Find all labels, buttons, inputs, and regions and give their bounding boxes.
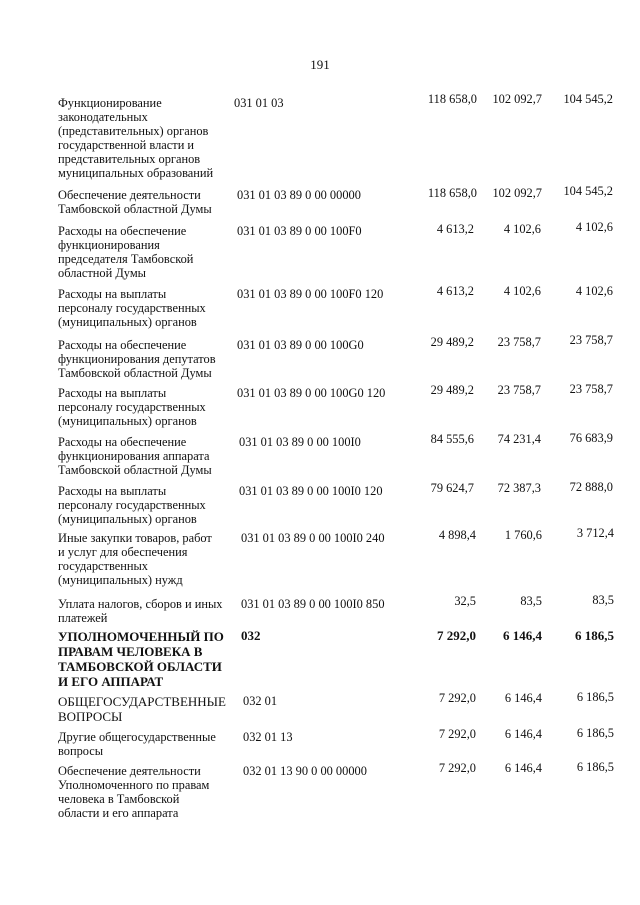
row-value-2: 72 387,3 bbox=[497, 481, 541, 495]
row-value-3: 76 683,9 bbox=[569, 431, 613, 445]
row-value-3: 3 712,4 bbox=[576, 526, 614, 540]
row-value-1: 4 613,2 bbox=[436, 284, 474, 298]
row-value-1: 4 898,4 bbox=[438, 528, 476, 542]
row-value-1: 84 555,6 bbox=[430, 432, 474, 446]
row-value-2: 4 102,6 bbox=[503, 284, 541, 298]
row-value-1: 7 292,0 bbox=[438, 691, 476, 705]
row-value-3: 6 186,5 bbox=[576, 726, 614, 740]
row-code: 032 01 bbox=[243, 694, 278, 708]
row-name: Расходы на выплаты персоналу государственных (муниципальных) органов bbox=[58, 484, 206, 526]
row-value-1: 118 658,0 bbox=[427, 186, 477, 200]
row-code: 031 01 03 89 0 00 100I0 850 bbox=[241, 597, 385, 611]
row-code: 031 01 03 89 0 00 100G0 120 bbox=[237, 386, 386, 400]
row-code: 032 01 13 90 0 00 00000 bbox=[243, 764, 367, 778]
row-name: Расходы на выплаты персоналу государственных (муниципальных) органов bbox=[58, 386, 206, 428]
row-value-2: 102 092,7 bbox=[492, 186, 542, 200]
row-name: Обеспечение деятельности Уполномоченного по правам человека в Тамбовской области и его аппарата bbox=[58, 764, 210, 820]
row-name: Уплата налогов, сборов и иных платежей bbox=[58, 597, 223, 625]
row-name: Расходы на выплаты персоналу государственных (муниципальных) органов bbox=[58, 287, 206, 329]
row-code: 031 01 03 89 0 00 100I0 120 bbox=[239, 484, 383, 498]
row-value-3: 83,5 bbox=[592, 593, 614, 607]
row-code: 031 01 03 89 0 00 00000 bbox=[237, 188, 361, 202]
row-name: Обеспечение деятельности Тамбовской областной Думы bbox=[58, 188, 212, 216]
row-value-1: 7 292,0 bbox=[438, 727, 476, 741]
row-value-2: 4 102,6 bbox=[503, 222, 541, 236]
row-value-1: 118 658,0 bbox=[427, 92, 477, 106]
row-value-1: 7 292,0 bbox=[437, 628, 476, 643]
row-code: 032 01 13 bbox=[243, 730, 293, 744]
row-value-2: 1 760,6 bbox=[504, 528, 542, 542]
row-value-3: 104 545,2 bbox=[563, 184, 613, 198]
row-code: 031 01 03 89 0 00 100F0 bbox=[237, 224, 362, 238]
row-value-2: 74 231,4 bbox=[497, 432, 541, 446]
row-value-1: 29 489,2 bbox=[430, 335, 474, 349]
row-value-1: 4 613,2 bbox=[436, 222, 474, 236]
row-name: Расходы на обеспечение функционирования аппарата Тамбовской областной Думы bbox=[58, 435, 212, 477]
row-value-3: 4 102,6 bbox=[575, 284, 613, 298]
row-value-2: 6 146,4 bbox=[504, 761, 542, 775]
page-number: 191 bbox=[310, 57, 330, 72]
row-value-3: 72 888,0 bbox=[569, 480, 613, 494]
row-value-3: 23 758,7 bbox=[569, 382, 613, 396]
row-value-2: 102 092,7 bbox=[492, 92, 542, 106]
row-value-2: 6 146,4 bbox=[504, 727, 542, 741]
row-name: Иные закупки товаров, работ и услуг для обеспечения государственных (муниципальных) нужд bbox=[58, 531, 212, 587]
row-value-3: 6 186,5 bbox=[575, 628, 614, 643]
row-value-2: 6 146,4 bbox=[504, 691, 542, 705]
row-code: 031 01 03 89 0 00 100I0 240 bbox=[241, 531, 385, 545]
row-name: ОБЩЕГОСУДАРСТВЕННЫЕ ВОПРОСЫ bbox=[58, 694, 226, 724]
row-code: 031 01 03 89 0 00 100G0 bbox=[237, 338, 364, 352]
row-value-3: 23 758,7 bbox=[569, 333, 613, 347]
row-value-2: 83,5 bbox=[520, 594, 542, 608]
row-value-1: 7 292,0 bbox=[438, 761, 476, 775]
row-name: Расходы на обеспечение функционирования депутатов Тамбовской областной Думы bbox=[58, 338, 216, 380]
row-name: Расходы на обеспечение функционирования председателя Тамбовской областной Думы bbox=[58, 224, 194, 280]
row-code: 032 bbox=[241, 628, 261, 643]
row-name: Функционирование законодательных (представительных) органов государственной власти и представительных органов муниципальных образований bbox=[58, 96, 214, 180]
row-value-2: 6 146,4 bbox=[503, 628, 542, 643]
row-value-2: 23 758,7 bbox=[497, 335, 541, 349]
row-name: Другие общегосударственные вопросы bbox=[58, 730, 216, 758]
row-code: 031 01 03 89 0 00 100I0 bbox=[239, 435, 361, 449]
row-value-3: 4 102,6 bbox=[575, 220, 613, 234]
section-header-name: УПОЛНОМОЧЕННЫЙ ПО ПРАВАМ ЧЕЛОВЕКА В ТАМБОВСКОЙ ОБЛАСТИ И ЕГО АППАРАТ bbox=[58, 629, 224, 689]
row-value-1: 32,5 bbox=[454, 594, 476, 608]
row-value-3: 104 545,2 bbox=[563, 92, 613, 106]
row-value-3: 6 186,5 bbox=[576, 760, 614, 774]
row-value-2: 23 758,7 bbox=[497, 383, 541, 397]
row-value-1: 29 489,2 bbox=[430, 383, 474, 397]
row-code: 031 01 03 bbox=[234, 96, 284, 110]
row-code: 031 01 03 89 0 00 100F0 120 bbox=[237, 287, 384, 301]
row-value-1: 79 624,7 bbox=[430, 481, 474, 495]
row-value-3: 6 186,5 bbox=[576, 690, 614, 704]
